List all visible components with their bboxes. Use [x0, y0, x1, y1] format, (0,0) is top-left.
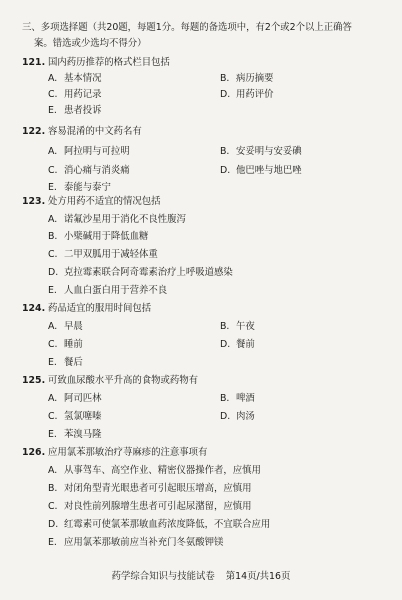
option-text: 人血白蛋白用于营养不良: [64, 285, 168, 296]
question-stem: [22, 55, 392, 71]
option-letter: A.: [48, 465, 58, 476]
option-letter: C.: [48, 339, 58, 350]
option-a: [48, 391, 102, 407]
option-letter: E.: [48, 105, 57, 116]
question-stem: [22, 445, 392, 461]
option-text: 克拉霉素联合阿奇霉素治疗上呼吸道感染: [64, 267, 233, 278]
option-text: 他巴唑与地巴唑: [236, 165, 302, 176]
question-number: 122.: [22, 126, 46, 137]
question-number: 125.: [22, 375, 46, 386]
option-text: 啤酒: [236, 393, 255, 404]
option-letter: D.: [48, 519, 59, 530]
option-letter: A.: [48, 214, 58, 225]
option-text: 早晨: [64, 321, 83, 332]
option-letter: B.: [48, 231, 58, 242]
option-letter: C.: [48, 411, 58, 422]
option-letter: E.: [48, 537, 57, 548]
option-letter: C.: [48, 249, 58, 260]
option-text: 泰能与泰宁: [64, 182, 111, 193]
option-b: [48, 481, 252, 497]
option-letter: A.: [48, 73, 58, 84]
option-letter: D.: [220, 165, 231, 176]
option-letter: B.: [220, 321, 230, 332]
section-heading-line1: 三、多项选择题（共20题，每题1分。每题的备选项中，有2个或2个以上正确答: [22, 22, 352, 33]
option-letter: C.: [48, 501, 58, 512]
option-letter: B.: [220, 73, 230, 84]
option-text: 安妥明与安妥碘: [236, 146, 302, 157]
option-c: [48, 409, 102, 425]
option-b: [220, 71, 274, 87]
option-text: 消心痛与消炎痛: [64, 165, 130, 176]
option-b: [48, 229, 148, 245]
option-d: [220, 163, 302, 179]
option-d: [48, 517, 270, 533]
option-c: [48, 499, 252, 515]
option-text: 病历摘要: [236, 73, 274, 84]
option-a: [48, 71, 102, 87]
option-a: [48, 463, 261, 479]
option-text: 阿司匹林: [64, 393, 102, 404]
option-b: [220, 319, 255, 335]
option-c: [48, 247, 158, 263]
question-text: 国内药历推荐的格式栏目包括: [48, 57, 170, 68]
option-text: 午夜: [236, 321, 255, 332]
option-letter: C.: [48, 165, 58, 176]
option-letter: D.: [220, 339, 231, 350]
option-text: 二甲双胍用于减轻体重: [64, 249, 158, 260]
option-text: 从事驾车、高空作业、精密仪器操作者，应慎用: [64, 465, 261, 476]
option-b: [220, 391, 255, 407]
option-letter: D.: [220, 411, 231, 422]
question-stem: [22, 301, 392, 317]
question-text: 可致血尿酸水平升高的食物或药物有: [48, 375, 199, 386]
option-letter: A.: [48, 321, 58, 332]
question-number: 123.: [22, 196, 46, 207]
section-heading: [22, 20, 388, 52]
section-heading-line2: 案。错选或少选均不得分）: [34, 38, 147, 49]
option-letter: A.: [48, 393, 58, 404]
question-122: [22, 124, 392, 193]
option-text: 患者投诉: [64, 105, 102, 116]
option-a: [48, 144, 130, 160]
question-stem: [22, 124, 392, 140]
option-letter: E.: [48, 182, 57, 193]
option-a: [48, 319, 83, 335]
option-letter: C.: [48, 89, 58, 100]
question-text: 处方用药不适宜的情况包括: [48, 196, 161, 207]
option-text: 应用氯苯那敏前应当补充门冬氨酸钾镁: [64, 537, 224, 548]
question-number: 126.: [22, 447, 46, 458]
option-text: 睡前: [64, 339, 83, 350]
option-text: 诺氟沙星用于消化不良性腹泻: [64, 214, 186, 225]
option-letter: B.: [220, 146, 230, 157]
option-b: [220, 144, 302, 160]
option-e: [48, 283, 167, 299]
option-text: 用药记录: [64, 89, 102, 100]
question-text: 应用氯苯那敏治疗荨麻疹的注意事项有: [48, 447, 208, 458]
option-text: 阿拉明与可拉明: [64, 146, 130, 157]
option-letter: A.: [48, 146, 58, 157]
question-121: [22, 55, 392, 116]
question-126: [22, 445, 392, 548]
exam-title: 药学综合知识与技能试卷: [111, 571, 215, 582]
question-124: [22, 301, 392, 368]
option-text: 红霉素可使氯苯那敏血药浓度降低，不宜联合应用: [64, 519, 271, 530]
option-c: [48, 163, 130, 179]
option-text: 餐前: [236, 339, 255, 350]
option-a: [48, 212, 186, 228]
option-letter: B.: [220, 393, 230, 404]
option-text: 对良性前列腺增生患者可引起尿潴留，应慎用: [64, 501, 252, 512]
option-e: [48, 427, 102, 443]
option-e: [48, 355, 83, 371]
question-number: 124.: [22, 303, 46, 314]
question-number: 121.: [22, 57, 46, 68]
option-text: 用药评价: [236, 89, 274, 100]
option-letter: B.: [48, 483, 58, 494]
option-text: 苯溴马隆: [64, 429, 102, 440]
option-c: [48, 87, 102, 103]
option-e: [48, 103, 102, 119]
question-stem: [22, 194, 392, 210]
option-d: [48, 265, 233, 281]
option-text: 肉汤: [236, 411, 255, 422]
option-text: 对闭角型青光眼患者可引起眼压增高，应慎用: [64, 483, 252, 494]
option-letter: E.: [48, 357, 57, 368]
option-letter: D.: [48, 267, 59, 278]
option-d: [220, 337, 255, 353]
question-stem: [22, 373, 392, 389]
page-number: 第14页/共16页: [225, 571, 291, 582]
option-letter: E.: [48, 429, 57, 440]
option-text: 基本情况: [64, 73, 102, 84]
question-123: [22, 194, 392, 296]
question-text: 药品适宜的服用时间包括: [48, 303, 152, 314]
option-text: 餐后: [64, 357, 83, 368]
option-letter: E.: [48, 285, 57, 296]
page-footer: [0, 570, 402, 584]
option-letter: D.: [220, 89, 231, 100]
option-text: 小檗碱用于降低血糖: [64, 231, 149, 242]
option-d: [220, 409, 255, 425]
option-e: [48, 535, 223, 551]
question-text: 容易混淆的中文药名有: [48, 126, 142, 137]
option-text: 氢氯噻嗪: [64, 411, 102, 422]
question-125: [22, 373, 392, 440]
option-d: [220, 87, 274, 103]
option-c: [48, 337, 83, 353]
